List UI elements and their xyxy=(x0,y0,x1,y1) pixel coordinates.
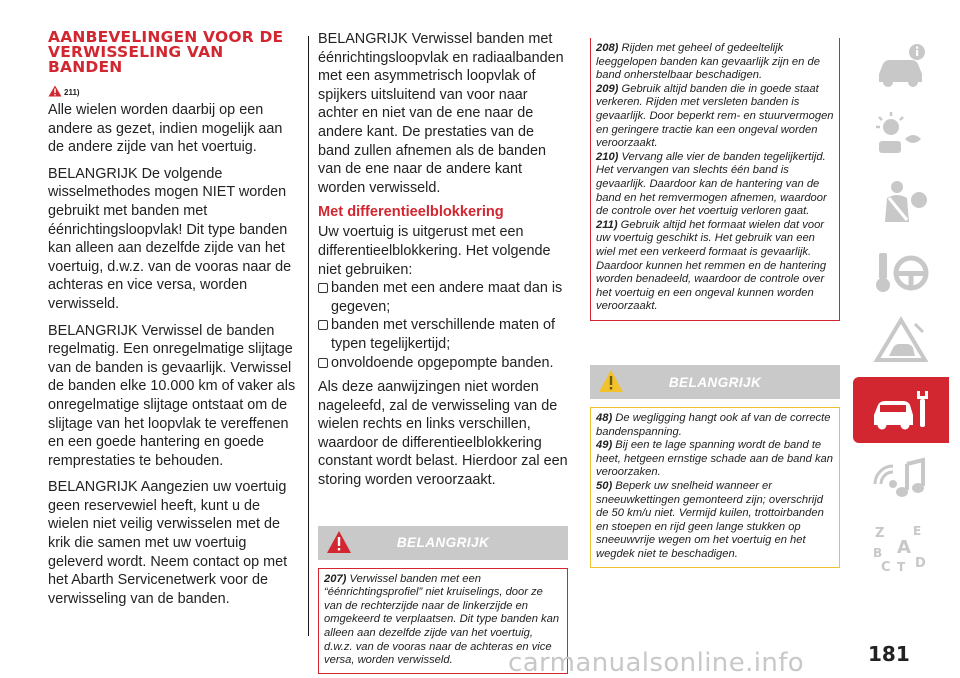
index-letter: C xyxy=(881,560,891,573)
note-text: Verwissel banden met een “éénrichtingsprofiel” niet kruiselings, door ze van de rechterzijde naar de linkerzijde en omgekeerd te verplaatsen. Dit type banden kan alleen aan dezelfde zijde van het voertuig, d.w.z. van de vooras naar de achteras en vice versa, worden verwisseld. xyxy=(324,572,560,667)
chapter-tab-maintenance[interactable] xyxy=(853,377,949,443)
column-divider xyxy=(308,36,309,636)
banner-label: BELANGRIJK xyxy=(396,535,490,551)
section-title: AANBEVELINGEN VOOR DE VERWISSELING VAN BANDEN xyxy=(48,28,284,76)
car-wrench-icon xyxy=(871,385,931,435)
note-number: 209) xyxy=(596,82,619,95)
warning-note xyxy=(596,151,834,219)
chapter-tab-emergency[interactable] xyxy=(853,308,949,374)
warning-note xyxy=(596,219,834,314)
important-notes-box xyxy=(590,407,840,568)
note-number: 210) xyxy=(596,150,619,163)
paragraph: Als deze aanwijzingen niet worden nageleefd, zal de verwisseling van de wielen rechts en links verschillen, waardoor de differentieelblokkering constant wordt belast. Hierdoor zal een storing worden veroorzaakt. xyxy=(318,379,568,489)
chapter-tab-starting-driving[interactable] xyxy=(853,239,949,305)
important-note xyxy=(596,480,834,562)
page-number: 181 xyxy=(868,642,910,666)
note-text: Gebruik altijd het formaat wielen dat voor uw voertuig geschikt is. Het gebruik van een wiel met een verkeerd formaat is gevaarlijk. Daardoor kunnen het remmen en de hantering worden benadeeld, waardoor de controle over het voertuig en een ongeval kunnen worden veroorzaakt. xyxy=(596,218,827,313)
chapter-tab-safety[interactable] xyxy=(853,170,949,236)
watermark: carmanualsonline.info xyxy=(508,648,805,678)
checkbox-bullet-icon xyxy=(318,320,328,330)
warning-note xyxy=(596,83,834,151)
note-text: Rijden met geheel of gedeeltelijk leeggelopen banden kan gevaarlijk zijn en de band onherstelbaar beschadigen. xyxy=(596,42,820,82)
paragraph: BELANGRIJK Verwissel de banden regelmatig. Een onregelmatige slijtage van de banden is gevaarlijk. Verwissel de banden elke 10.000 km of vaker als onregelmatige slijtage ontstaat om de slijtage van het loopvlak te vereffenen en een goede hantering en goede remprestaties te behouden. xyxy=(48,322,296,469)
warning-note xyxy=(596,42,834,83)
key-steering-wheel-icon xyxy=(871,247,931,297)
column-3-lower xyxy=(590,365,840,568)
paragraph: BELANGRIJK De volgende wisselmethodes mogen NIET worden gebruikt met banden met éénrichtingsloopvlak! Dit type banden kan alleen aan dezelfde zijde van het voertuig, d.w.z. van de vooras naar de achteras en vice versa, worden verwisseld. xyxy=(48,165,292,312)
index-letter: E xyxy=(913,524,922,538)
reference-line xyxy=(48,81,298,97)
checkbox-bullet-icon xyxy=(318,358,328,368)
chapter-tab-dashboard[interactable] xyxy=(853,101,949,167)
note-text: Gebruik altijd banden die in goede staat verkeren. Rijden met versleten banden is gevaarlijk. Door beperkt rem- en stuurvermogen en geringere tractie kan een ongeval worden veroorzaakt. xyxy=(596,82,834,150)
banner-label: BELANGRIJK xyxy=(668,374,762,390)
warning-triangle-icon xyxy=(326,530,352,554)
note-number: 48) xyxy=(596,412,613,424)
column-2 xyxy=(318,30,568,674)
note-number: 208) xyxy=(596,42,619,54)
car-info-icon xyxy=(871,40,931,90)
index-letter: Z xyxy=(875,526,885,541)
warning-banner xyxy=(318,526,568,560)
note-text: De wegligging hangt ook af van de correcte bandenspanning. xyxy=(596,412,831,438)
index-letter: A xyxy=(897,537,911,558)
note-number: 50) xyxy=(596,479,613,492)
note-number: 211) xyxy=(596,218,618,231)
checkbox-bullet-icon xyxy=(318,283,328,293)
seatbelt-airbag-icon xyxy=(871,178,931,228)
index-letter: D xyxy=(915,556,926,571)
index-letter: B xyxy=(873,546,883,560)
note-text: Vervang alle vier de banden tegelijkertijd. Het vervangen van slechts één band is gevaarlijk. Daardoor kan de hantering van de band en het remvermogen afnemen, waardoor de controle over het voertuig verloren gaat. xyxy=(596,150,827,218)
paragraph: Alle wielen worden daarbij op een andere as gezet, indien mogelijk aan de andere zijde van het voertuig. xyxy=(48,102,283,156)
chapter-tab-multimedia[interactable] xyxy=(853,446,949,512)
alphabetical-index-icon xyxy=(871,523,931,573)
multimedia-icon xyxy=(871,454,931,504)
caution-triangle-icon xyxy=(598,369,624,393)
warning-notes-box xyxy=(590,38,840,321)
emergency-triangle-icon xyxy=(871,316,931,366)
chapter-tab-vehicle-info[interactable] xyxy=(853,32,949,98)
chapter-sidebar xyxy=(853,32,949,584)
list-item: banden met een andere maat dan is gegeven; xyxy=(318,279,568,316)
paragraph: BELANGRIJK Aangezien uw voertuig geen reservewiel heeft, kunt u de wielen niet veilig verwisselen met de krik die samen met uw voertuig geleverd wordt. Neem contact op met het Abarth Servicenetwerk voor de verwisseling van de banden. xyxy=(48,479,288,607)
important-note xyxy=(596,439,834,480)
paragraph: BELANGRIJK Verwissel banden met éénrichtingsloopvlak en radiaalbanden met een asymmetrisch loopvlak of spijkers uitsluitend van voor naar achter en niet van de ene naar de andere kant. De prestaties van de band zullen afnemen als de banden van de ene naar de andere kant worden verwisseld. xyxy=(318,31,564,196)
subsection-heading: Met differentieelblokkering xyxy=(318,204,504,221)
note-text: Beperk uw snelheid wanneer er sneeuwkettingen gemonteerd zijn; overschrijd de 50 km/u niet. Vermijd kuilen, trottoirbanden en stoepen en rijd geen lange stukken op sneeuwvrije wegen om het voertuig en het wegdek niet te beschadigen. xyxy=(596,479,824,560)
reference-number: 211) xyxy=(64,88,80,97)
column-1 xyxy=(48,30,298,608)
note-number: 49) xyxy=(596,439,613,452)
warning-triangle-icon xyxy=(48,85,62,97)
important-banner xyxy=(590,365,840,399)
list-item: onvoldoende opgepompte banden. xyxy=(318,354,568,373)
list-item: banden met verschillende maten of typen tegelijkertijd; xyxy=(318,316,568,353)
important-note xyxy=(596,412,834,439)
paragraph: Uw voertuig is uitgerust met een differentieelblokkering. Het volgende niet gebruiken: xyxy=(318,224,551,278)
note-text: Bij een te lage spanning wordt de band te heet, hetgeen ernstige schade aan de band kan veroorzaken. xyxy=(596,439,833,479)
index-letter: T xyxy=(897,560,906,573)
warning-lights-icon xyxy=(871,109,931,159)
note-number: 207) xyxy=(324,572,347,585)
chapter-tab-index[interactable] xyxy=(853,515,949,581)
